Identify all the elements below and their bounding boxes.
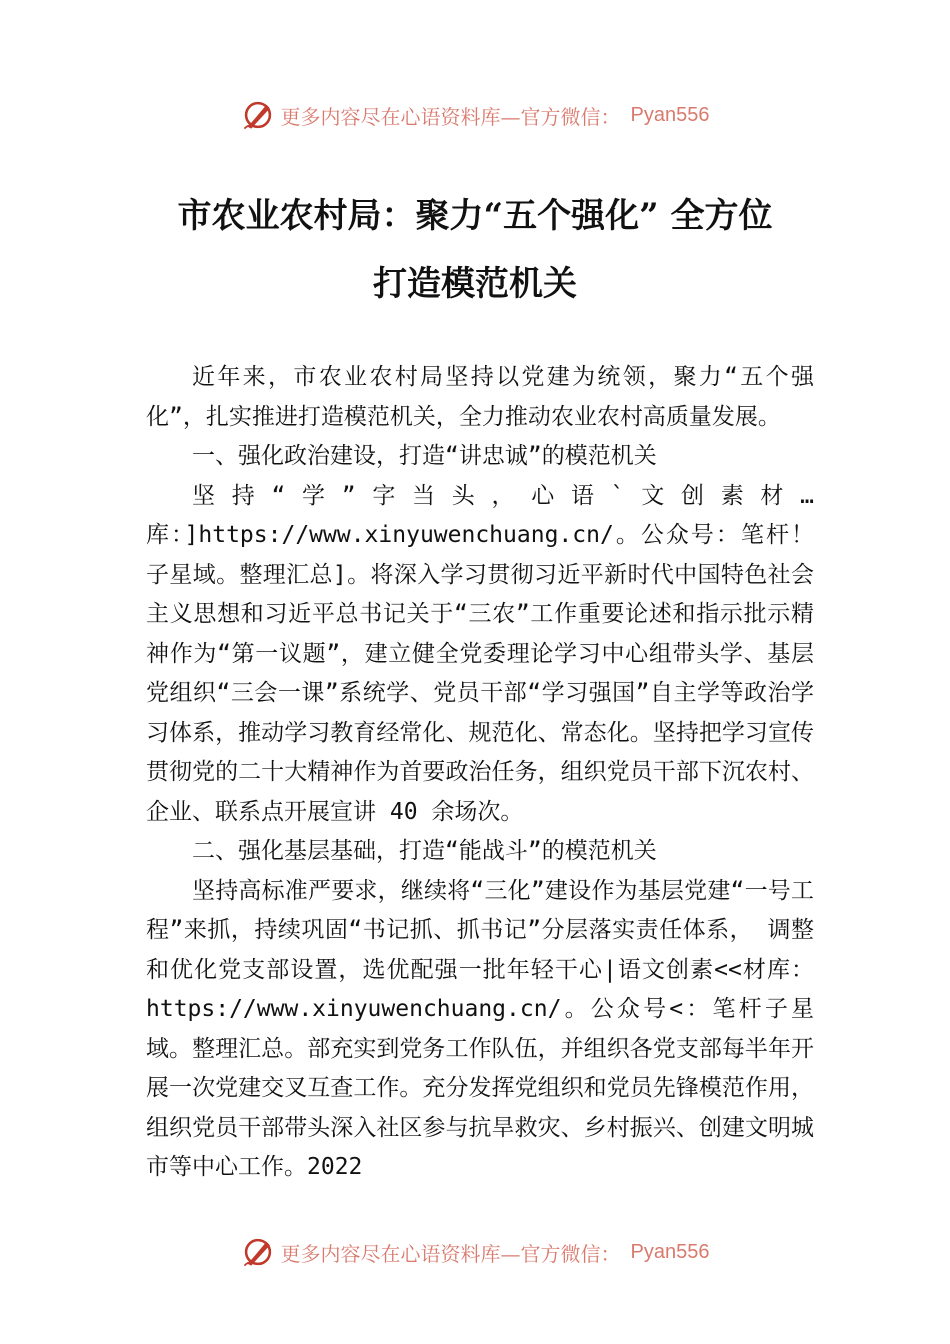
banner-wechat-id: Pyan556 xyxy=(630,103,710,126)
page-title-line-2: 打造模范机关 xyxy=(373,264,577,304)
pen-logo-icon xyxy=(241,1235,275,1269)
banner-text: 更多内容尽在心语资料库—官方微信： xyxy=(280,104,621,129)
paragraph: 近年来，市农业农村局坚持以党建为统领，聚力“五个强化”，扎实推进打造模范机关，全力推动农业农村高质量发展。 xyxy=(146,364,814,430)
paragraph: 坚持“学”字当头，心语`文创素材…库：]https://www.xinyuwenchuang.cn/。公众号：笔杆！子星域。整理汇总]。将深入学习贯彻习近平新时代中国特色社会主义思想和习近平总书记关于“三农”工作重要论述和指示批示精神作为“第一议题”，建立健全党委理论学习中心组带头学、基层党组织“三会一课”系统学、党员干部“学习强国”自主学等政治学习体系，推动学习教育经常化、规范化、常态化。坚持把学习宣传贯彻党的二十大精神作为首要政治任务，组织党员干部下沉农村、企业、联系点开展宣讲 40 余场次。 xyxy=(146,482,814,825)
banner-text: 更多内容尽在心语资料库—官方微信： xyxy=(280,1241,621,1266)
paragraph: 坚持高标准严要求，继续将“三化”建设作为基层党建“一号工程”来抓，持续巩固“书记抓、抓书记”分层落实责任体系， 调整和优化党支部设置，选优配强一批年轻干心|语文创素<<材库：https://www.xinyuwenchuang.cn/。公众号<：笔杆子星域。整理汇总。部充实到党务工作队伍，并组织各党支部每半年开展一次党建交叉互查工作。充分发挥党组织和党员先锋模范作用，组织党员干部带头深入社区参与抗旱救灾、乡村振兴、创建文明城市等中心工作。2022 xyxy=(146,877,814,1180)
header-banner xyxy=(0,95,950,135)
banner-wechat-id: Pyan556 xyxy=(630,1240,710,1263)
page-title-line-1: 市农业农村局：聚力“五个强化” 全方位 xyxy=(177,196,773,236)
section-heading: 一、强化政治建设，打造“讲忠诚”的模范机关 xyxy=(192,443,657,469)
article-body xyxy=(146,358,814,1188)
section-heading: 二、强化基层基础，打造“能战斗”的模范机关 xyxy=(192,838,657,864)
footer-banner xyxy=(0,1232,950,1272)
pen-logo-icon xyxy=(241,98,275,132)
